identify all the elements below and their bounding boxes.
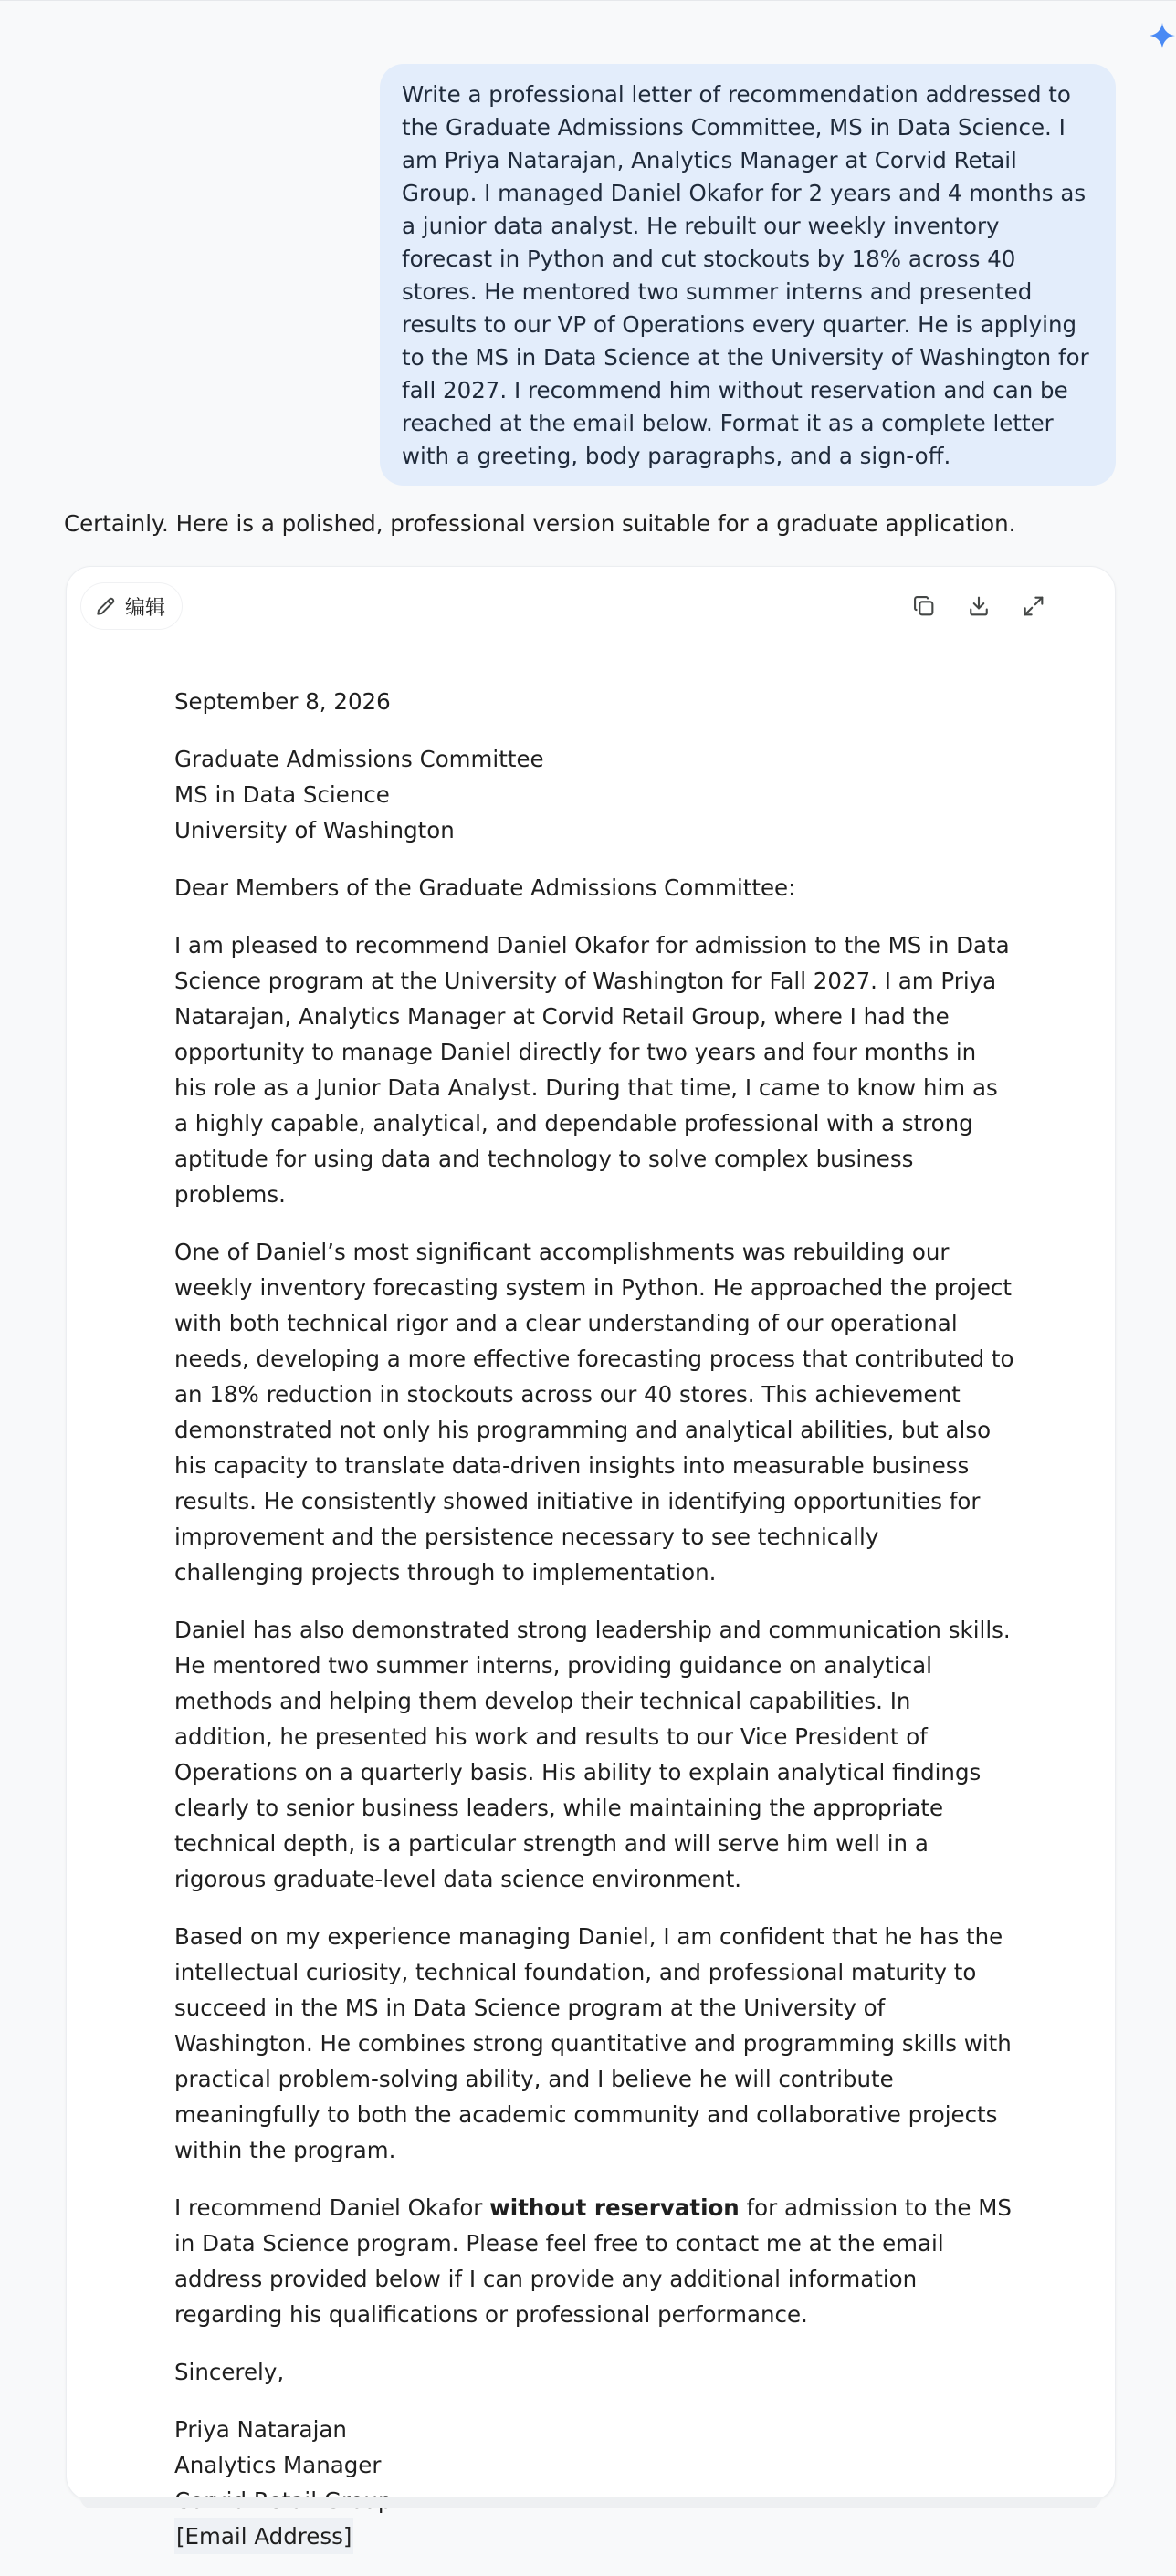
edit-button-label: 编辑 — [125, 596, 166, 620]
letter-body — [174, 684, 1014, 2576]
gemini-sparkle-icon — [1147, 20, 1176, 51]
letter-paragraph: One of Daniel’s most significant accomplishments was rebuilding our weekly inventory forecasting system in Python. He approached the project with both technical rigor and a clear understanding of our operational needs, developing a more effective forecasting process that contributed to an 18% reduction in stockouts across our 40 stores. This achievement demonstrated not only his programming and analytical abilities, but also his capacity to translate data-driven insights into measurable business results. He consistently showed initiative in identifying opportunities for improvement and the persistence necessary to see technically challenging projects through to implementation. — [174, 1239, 1014, 1586]
closing-bold-text: without reservation — [489, 2194, 740, 2221]
letter-closing-paragraph — [174, 2190, 1014, 2332]
download-button[interactable] — [959, 586, 999, 626]
copy-button[interactable] — [904, 586, 944, 626]
expand-icon — [1021, 593, 1046, 619]
assistant-intro-text: Certainly. Here is a polished, professional version suitable for a graduate application. — [64, 510, 1016, 537]
signature-line: Priya Natarajan — [174, 2416, 347, 2443]
recipient-line: MS in Data Science — [174, 781, 390, 808]
letter-signoff: Sincerely, — [174, 2359, 285, 2385]
letter-greeting: Dear Members of the Graduate Admissions Committee: — [174, 874, 796, 901]
pencil-icon — [94, 594, 118, 618]
card-bottom-edge — [80, 2497, 1101, 2508]
signature-line: Analytics Manager — [174, 2452, 382, 2478]
user-message-text: Write a professional letter of recommendation addressed to the Graduate Admissions Committee, MS in Data Science. I am Priya Natarajan, Analytics Manager at Corvid Retail Group. I managed Daniel Okafor for 2 years and 4 months as a junior data analyst. He rebuilt our weekly inventory forecast in Python and cut stockouts by 18% across 40 stores. He mentored two summer interns and presented results to our VP of Operations every quarter. He is applying to the MS in Data Science at the University of Washington for fall 2027. I recommend him without reservation and can be reached at the email below. Format it as a complete letter with a greeting, body paragraphs, and a sign-off. — [402, 81, 1089, 469]
closing-text-after: for admission to the MS in Data Science program. Please feel free to contact me at the email address provided below if I can provide any additional information regarding his qualifications or professional performance. — [174, 2194, 1012, 2328]
expand-button[interactable] — [1013, 586, 1054, 626]
recipient-line: Graduate Admissions Committee — [174, 746, 544, 772]
letter-date: September 8, 2026 — [174, 688, 391, 715]
closing-text-before: I recommend Daniel Okafor — [174, 2194, 490, 2221]
document-card — [66, 566, 1116, 2550]
top-divider — [0, 0, 1176, 1]
recipient-line: University of Washington — [174, 817, 455, 843]
letter-paragraph: Based on my experience managing Daniel, I am confident that he has the intellectual curiosity, technical foundation, and professional maturity to succeed in the MS in Data Science program at the University of Washington. He combines strong quantitative and programming skills with practical problem-solving ability, and I believe he will contribute meaningfully to both the academic community and collaborative projects within the program. — [174, 1923, 1012, 2163]
letter-paragraph: I am pleased to recommend Daniel Okafor for admission to the MS in Data Science program at the University of Washington for Fall 2027. I am Priya Natarajan, Analytics Manager at Corvid Retail Group, where I had the opportunity to manage Daniel directly for two years and four months in his role as a Junior Data Analyst. During that time, I came to know him as a highly capable, analytical, and dependable professional with a strong aptitude for using data and technology to solve complex business problems. — [174, 932, 1010, 1208]
letter-paragraph: Daniel has also demonstrated strong leadership and communication skills. He mentored two summer interns, providing guidance on analytical methods and helping them develop their technical capabilities. In addition, he presented his work and results to our Vice President of Operations on a quarterly basis. His ability to explain analytical findings clearly to senior business leaders, while maintaining the appropriate technical depth, is a particular strength and will serve him well in a rigorous graduate-level data science environment. — [174, 1617, 1011, 1892]
download-icon — [966, 593, 992, 619]
user-message-bubble — [380, 64, 1116, 486]
email-placeholder: [Email Address] — [174, 2518, 353, 2554]
edit-button[interactable] — [81, 583, 182, 629]
copy-icon — [911, 593, 937, 619]
